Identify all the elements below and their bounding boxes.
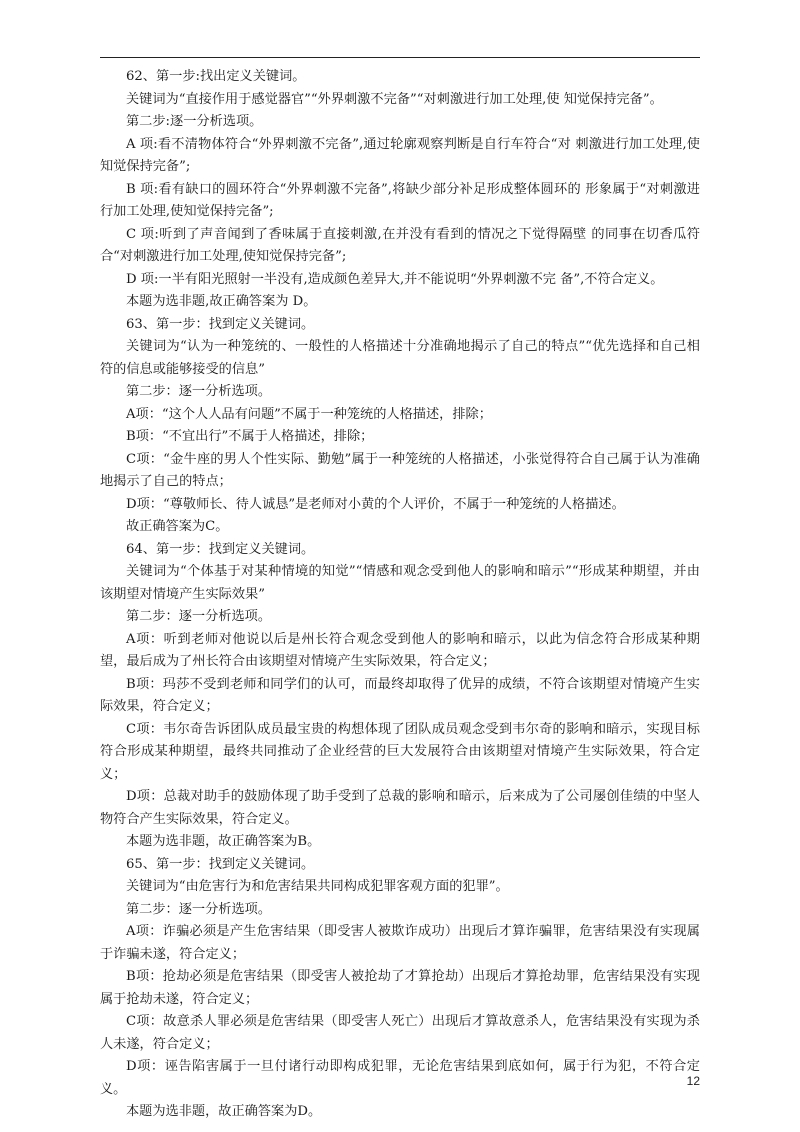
q62-step2: 第二步:逐一分析选项。 <box>126 114 263 129</box>
q64-answer: 本题为选非题，故正确答案为B。 <box>126 834 321 849</box>
q62-option-d: D 项:一半有阳光照射一半没有,造成颜色差异大,并不能说明“外界刺激不完 备”,不符合定义。 <box>126 271 664 287</box>
q64-heading: 64、第一步：找到定义关键词。 <box>126 541 315 557</box>
q65-option-c: C项：故意杀人罪必须是危害结果（即受害人死亡）出现后才算故意杀人，危害结果没有实现为杀人未遂，符合定义； <box>100 1014 700 1052</box>
q63-heading: 63、第一步：找到定义关键词。 <box>126 316 315 332</box>
q62-heading: 62、第一步:找出定义关键词。 <box>126 69 306 84</box>
q64-keywords: 关键词为“个体基于对某种情境的知觉”“情感和观念受到他人的影响和暗示”“形成某种期望，并由该期望对情境产生实际效果” <box>100 564 700 602</box>
q63-option-b: B项：“不宜出行”不属于人格描述，排除； <box>126 429 374 444</box>
q64-option-b: B项：玛莎不受到老师和同学们的认可，而最终却取得了优异的成绩，不符合该期望对情境产生实际效果，符合定义； <box>100 676 700 714</box>
q65-option-a: A项：诈骗必须是产生危害结果（即受害人被欺诈成功）出现后才算诈骗罪，危害结果没有实现属于诈骗未遂，符合定义； <box>100 924 700 962</box>
q62-option-a: A 项:看不清物体符合“外界刺激不完备”,通过轮廓观察判断是自行车符合“对 刺激进行加工处理,使知觉保持完备”; <box>100 136 700 174</box>
q65-step2: 第二步：逐一分析选项。 <box>126 901 272 917</box>
q63-keywords: 关键词为“认为一种笼统的、一般性的人格描述十分准确地揭示了自己的特点”“优先选择和自己相符的信息或能够接受的信息” <box>100 339 700 377</box>
q62-keywords: 关键词为“直接作用于感觉器官”“外界刺激不完备”“对刺激进行加工处理,使 知觉保持完备”。 <box>126 91 663 107</box>
q64-option-d: D项：总裁对助手的鼓励体现了助手受到了总裁的影响和暗示，后来成为了公司屡创佳绩的中坚人物符合产生实际效果，符合定义。 <box>100 789 700 827</box>
q63-step2: 第二步：逐一分析选项。 <box>126 384 272 399</box>
q63-option-a: A项：“这个人人品有问题”不属于一种笼统的人格描述，排除； <box>126 406 492 422</box>
q65-option-b: B项：抢劫必须是危害结果（即受害人被抢劫了才算抢劫）出现后才算抢劫罪，危害结果没有实现属于抢劫未遂，符合定义； <box>100 969 700 1007</box>
q65-option-d: D项：诬告陷害属于一旦付诸行动即构成犯罪，无论危害结果到底如何，属于行为犯，不符合定义。 <box>100 1059 700 1097</box>
q63-option-c: C项：“金牛座的男人个性实际、勤勉”属于一种笼统的人格描述，小张觉得符合自己属于认为准确地揭示了自己的特点； <box>100 451 700 489</box>
page-body <box>100 66 700 1124</box>
q65-keywords: 关键词为“由危害行为和危害结果共同构成犯罪客观方面的犯罪”。 <box>126 879 509 894</box>
q64-option-a: A项：听到老师对他说以后是州长符合观念受到他人的影响和暗示，以此为信念符合形成某种期望，最后成为了州长符合由该期望对情境产生实际效果，符合定义； <box>100 631 700 669</box>
q65-answer: 本题为选非题，故正确答案为D。 <box>126 1104 322 1119</box>
q65-heading: 65、第一步：找到定义关键词。 <box>126 856 315 872</box>
q62-answer: 本题为选非题,故正确答案为 D。 <box>126 294 317 309</box>
page-number: 12 <box>686 1074 700 1088</box>
q62-option-c: C 项:听到了声音闻到了香味属于直接刺激,在并没有看到的情况之下觉得隔壁 的同事在切香瓜符合“对刺激进行加工处理,使知觉保持完备”; <box>100 226 700 264</box>
q62-option-b: B 项:看有缺口的圆环符合“外界刺激不完备”,将缺少部分补足形成整体圆环的 形象属于“对刺激进行加工处理,使知觉保持完备”; <box>100 181 700 219</box>
q63-option-d: D项：“尊敬师长、待人诚恳”是老师对小黄的个人评价，不属于一种笼统的人格描述。 <box>126 496 625 512</box>
q64-option-c: C项：韦尔奇告诉团队成员最宝贵的构想体现了团队成员观念受到韦尔奇的影响和暗示，实现目标符合形成某种期望，最终共同推动了企业经营的巨大发展符合由该期望对情境产生实际效果，符合定义； <box>100 721 700 782</box>
q64-step2: 第二步：逐一分析选项。 <box>126 609 272 624</box>
q63-answer: 故正确答案为C。 <box>126 519 229 534</box>
header-rule <box>100 57 700 58</box>
